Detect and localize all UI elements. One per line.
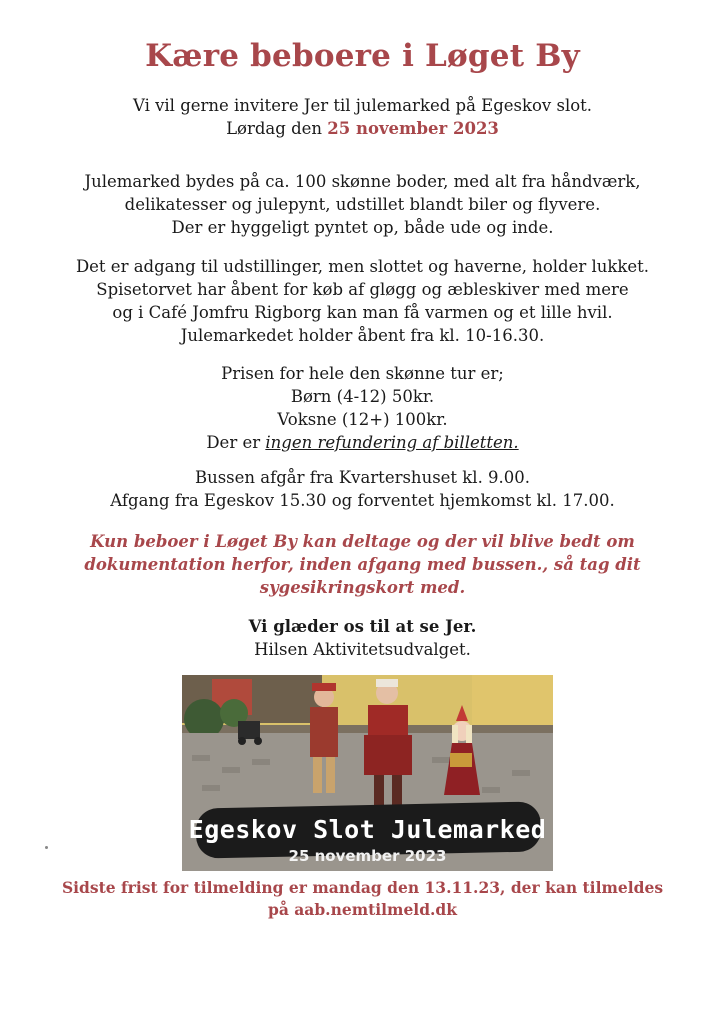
price-intro: Prisen for hele den skønne tur er; bbox=[221, 364, 504, 383]
description-line: Der er hyggeligt pyntet op, både ude og inde. bbox=[171, 218, 554, 237]
photo-subcaption: 25 november 2023 bbox=[288, 847, 447, 865]
notice-line: dokumentation herfor, inden afgang med bussen., så tag dit bbox=[84, 555, 641, 574]
date-prefix: Lørdag den bbox=[226, 119, 328, 138]
bus-info bbox=[0, 466, 725, 512]
invitation-block bbox=[0, 94, 725, 140]
closing-signature: Hilsen Aktivitetsudvalget. bbox=[254, 640, 471, 659]
page-title: Kære beboere i Løget By bbox=[145, 38, 580, 74]
invite-line: Vi vil gerne invitere Jer til julemarked på Egeskov slot. bbox=[132, 96, 593, 115]
closing-greeting: Vi glæder os til at se Jer. bbox=[248, 617, 477, 636]
event-date-line bbox=[0, 117, 725, 140]
access-line: Det er adgang til udstillinger, men slottet og haverne, holder lukket. bbox=[75, 257, 650, 276]
market-description bbox=[0, 170, 725, 239]
refund-emphasis: ingen refundering af billetten. bbox=[265, 433, 519, 452]
event-photo bbox=[182, 675, 553, 871]
refund-line bbox=[0, 431, 725, 454]
bus-return: Afgang fra Egeskov 15.30 og forventet hjemkomst kl. 17.00. bbox=[110, 491, 615, 510]
closing-block bbox=[0, 615, 725, 661]
notice-line: Kun beboer i Løget By kan deltage og der vil blive bedt om bbox=[90, 532, 635, 551]
description-line: Julemarked bydes på ca. 100 skønne boder, med alt fra håndværk, bbox=[84, 172, 641, 191]
access-line: og i Café Jomfru Rigborg kan man få varmen og et lille hvil. bbox=[112, 303, 613, 322]
bus-departure: Bussen afgår fra Kvartershuset kl. 9.00. bbox=[194, 468, 531, 487]
access-info bbox=[0, 255, 725, 347]
registration-deadline bbox=[0, 877, 725, 921]
refund-prefix: Der er bbox=[206, 433, 266, 452]
price-adults: Voksne (12+) 100kr. bbox=[277, 410, 448, 429]
event-date: 25 november 2023 bbox=[327, 119, 499, 138]
price-children: Børn (4-12) 50kr. bbox=[290, 387, 435, 406]
photo-caption: Egeskov Slot Julemarked bbox=[188, 815, 547, 844]
pricing-block bbox=[0, 362, 725, 454]
deadline-line: Sidste frist for tilmelding er mandag den 13.11.23, der kan tilmeldes bbox=[61, 878, 664, 897]
access-line: Spisetorvet har åbent for køb af gløgg og æbleskiver med mere bbox=[96, 280, 629, 299]
notice-line: sygesikringskort med. bbox=[259, 578, 466, 597]
description-line: delikatesser og julepynt, udstillet blandt biler og flyvere. bbox=[124, 195, 601, 214]
deadline-link-line: på aab.nemtilmeld.dk bbox=[267, 900, 458, 919]
scan-speck bbox=[45, 846, 48, 849]
access-line: Julemarkedet holder åbent fra kl. 10-16.30. bbox=[180, 326, 545, 345]
eligibility-notice bbox=[0, 530, 725, 599]
